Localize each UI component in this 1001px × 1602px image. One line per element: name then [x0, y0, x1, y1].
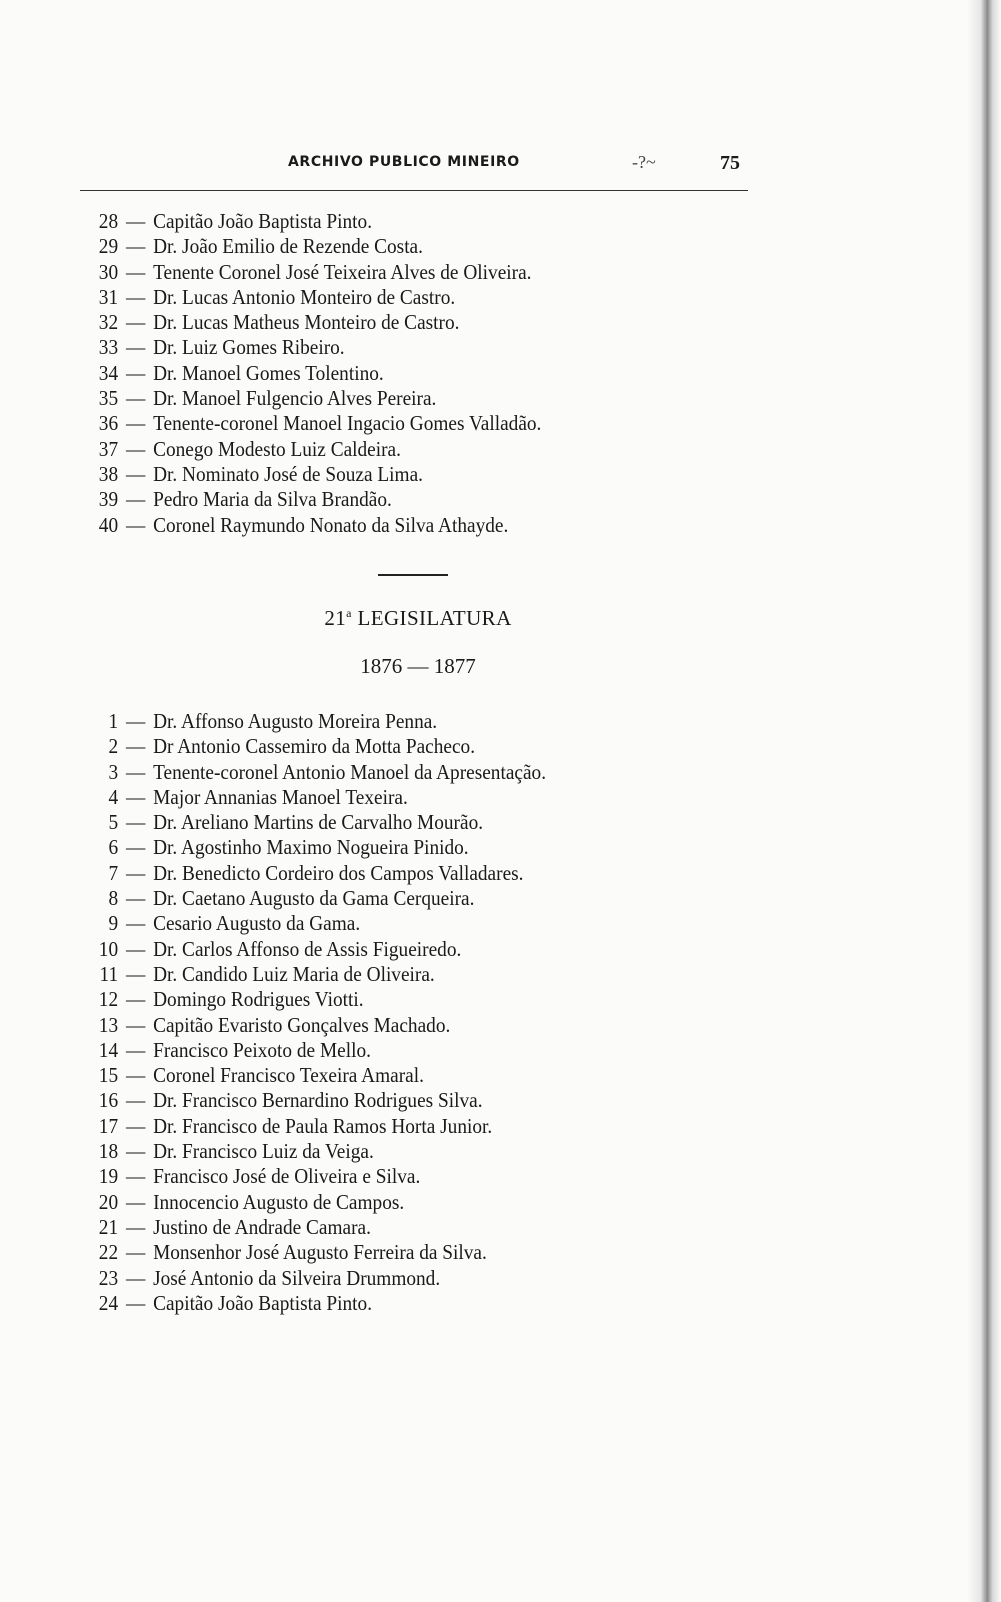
item-dash: —: [125, 436, 146, 461]
item-number: 36: [98, 411, 119, 436]
list-item: [85, 209, 541, 234]
item-number: 40: [98, 512, 119, 537]
item-name: Domingo Rodrigues Viotti.: [153, 987, 364, 1012]
item-dash: —: [125, 810, 146, 835]
item-dash: —: [125, 1240, 146, 1265]
list-item: [85, 987, 546, 1012]
item-name: Coronel Raymundo Nonato da Silva Athayde.: [153, 512, 509, 537]
section-title: [250, 606, 586, 631]
item-name: Dr. João Emilio de Rezende Costa.: [153, 234, 423, 259]
item-dash: —: [125, 411, 146, 436]
item-number: 14: [98, 1037, 119, 1062]
item-number: 8: [108, 886, 119, 911]
item-number: 18: [98, 1139, 119, 1164]
list-item: [85, 937, 546, 962]
item-dash: —: [125, 1214, 146, 1239]
item-dash: —: [125, 1037, 146, 1062]
item-number: 30: [98, 259, 119, 284]
item-dash: —: [125, 512, 146, 537]
item-number: 23: [98, 1265, 119, 1290]
item-name: José Antonio da Silveira Drummond.: [153, 1265, 441, 1290]
item-name: Major Annanias Manoel Texeira.: [153, 784, 408, 809]
item-number: 13: [98, 1012, 119, 1037]
page-number: 75: [720, 152, 740, 174]
list-item: [85, 310, 541, 335]
item-name: Dr. Agostinho Maximo Nogueira Pinido.: [153, 835, 469, 860]
item-name: Dr Antonio Cassemiro da Motta Pacheco.: [153, 734, 476, 759]
item-number: 37: [98, 436, 119, 461]
item-dash: —: [125, 835, 146, 860]
item-dash: —: [125, 987, 146, 1012]
item-number: 17: [98, 1113, 119, 1138]
item-name: Tenente-coronel Manoel Ingacio Gomes Valladão.: [153, 411, 542, 436]
item-number: 31: [98, 284, 119, 309]
item-dash: —: [125, 360, 146, 385]
item-number: 6: [108, 835, 119, 860]
list-item: [85, 462, 541, 487]
previous-member-list: [85, 209, 581, 538]
item-dash: —: [125, 1164, 146, 1189]
item-number: 7: [108, 860, 119, 885]
list-item: [85, 234, 541, 259]
item-name: Dr. Francisco de Paula Ramos Horta Junior.: [153, 1113, 493, 1138]
list-item: [85, 835, 546, 860]
item-number: 1: [108, 709, 119, 733]
item-dash: —: [125, 911, 146, 936]
item-number: 35: [98, 386, 119, 411]
item-name: Dr. Caetano Augusto da Gama Cerqueira.: [153, 886, 475, 911]
list-item: [85, 760, 546, 785]
item-name: Dr. Francisco Luiz da Veiga.: [153, 1139, 374, 1164]
item-number: 16: [98, 1088, 119, 1113]
item-dash: —: [125, 1113, 146, 1138]
item-dash: —: [125, 759, 146, 784]
list-item: [85, 1240, 546, 1265]
item-name: Dr. Areliano Martins de Carvalho Mourão.: [153, 810, 484, 835]
item-name: Dr. Manoel Gomes Tolentino.: [153, 360, 384, 385]
list-item: [85, 861, 546, 886]
list-item: [85, 1139, 546, 1164]
item-dash: —: [125, 784, 146, 809]
item-number: 11: [99, 961, 119, 986]
item-dash: —: [125, 936, 146, 961]
list-item: [85, 1164, 546, 1189]
list-item: [85, 911, 546, 936]
item-name: Dr. Affonso Augusto Moreira Penna.: [153, 709, 438, 733]
item-name: Capitão João Baptista Pinto.: [153, 209, 373, 233]
item-dash: —: [125, 259, 146, 284]
list-item: [85, 437, 541, 462]
item-number: 2: [108, 734, 119, 759]
item-name: Cesario Augusto da Gama.: [153, 911, 361, 936]
item-dash: —: [125, 886, 146, 911]
item-number: 20: [98, 1189, 119, 1214]
item-number: 34: [98, 360, 119, 385]
item-name: Conego Modesto Luiz Caldeira.: [153, 436, 401, 461]
item-number: 24: [98, 1290, 119, 1315]
item-number: 29: [98, 234, 119, 259]
item-dash: —: [125, 310, 146, 335]
item-name: Dr. Candido Luiz Maria de Oliveira.: [153, 961, 435, 986]
item-number: 12: [98, 987, 119, 1012]
item-number: 22: [98, 1240, 119, 1265]
item-name: Capitão João Baptista Pinto.: [153, 1290, 373, 1315]
item-number: 21: [98, 1214, 119, 1239]
item-name: Dr. Luiz Gomes Ribeiro.: [153, 335, 345, 360]
list-item: [85, 411, 541, 436]
item-name: Dr. Carlos Affonso de Assis Figueiredo.: [153, 936, 462, 961]
item-dash: —: [125, 487, 146, 512]
list-item: [85, 962, 546, 987]
list-item: [85, 1088, 546, 1113]
item-name: Dr. Lucas Matheus Monteiro de Castro.: [153, 310, 460, 335]
item-dash: —: [125, 335, 146, 360]
item-number: 10: [98, 936, 119, 961]
section-years: 1876 — 1877: [360, 654, 476, 678]
item-dash: —: [125, 209, 146, 233]
list-item: [85, 886, 546, 911]
item-name: Capitão Evaristo Gonçalves Machado.: [153, 1012, 451, 1037]
item-name: Monsenhor José Augusto Ferreira da Silva.: [153, 1240, 487, 1265]
list-item: [85, 1291, 546, 1316]
member-list: [85, 709, 586, 1316]
list-item: [85, 1063, 546, 1088]
list-item: [85, 386, 541, 411]
item-dash: —: [125, 1012, 146, 1037]
item-number: 32: [98, 310, 119, 335]
item-number: 33: [98, 335, 119, 360]
list-item: [85, 1266, 546, 1291]
list-item: [85, 734, 546, 759]
item-dash: —: [125, 1063, 146, 1088]
section-ordinal: 21: [324, 606, 347, 630]
item-name: Dr. Francisco Bernardino Rodrigues Silva.: [153, 1088, 483, 1113]
item-name: Tenente Coronel José Teixeira Alves de Oliveira.: [153, 259, 532, 284]
item-dash: —: [125, 961, 146, 986]
list-item: [85, 487, 541, 512]
section-separator: [378, 574, 448, 576]
item-dash: —: [125, 461, 146, 486]
item-dash: —: [125, 284, 146, 309]
item-dash: —: [125, 234, 146, 259]
item-name: Dr. Nominato José de Souza Lima.: [153, 461, 423, 486]
list-item: [85, 1114, 546, 1139]
item-number: 28: [98, 209, 119, 233]
list-item: [85, 1038, 546, 1063]
item-number: 4: [108, 784, 119, 809]
item-number: 3: [108, 759, 119, 784]
page-mark: -?~: [632, 152, 656, 172]
list-item: [85, 1215, 546, 1240]
list-item: [85, 810, 546, 835]
item-dash: —: [125, 734, 146, 759]
section-title-text: LEGISILATURA: [357, 606, 512, 630]
item-dash: —: [125, 1189, 146, 1214]
item-name: Justino de Andrade Camara.: [153, 1214, 371, 1239]
item-dash: —: [125, 1088, 146, 1113]
item-name: Dr. Benedicto Cordeiro dos Campos Valladares.: [153, 860, 524, 885]
list-item: [85, 1190, 546, 1215]
item-name: Dr. Lucas Antonio Monteiro de Castro.: [153, 284, 456, 309]
item-name: Tenente-coronel Antonio Manoel da Apresentação.: [153, 759, 547, 784]
item-name: Pedro Maria da Silva Brandão.: [153, 487, 392, 512]
list-item: [85, 709, 546, 734]
list-item: [85, 785, 546, 810]
item-dash: —: [125, 1290, 146, 1315]
item-dash: —: [125, 386, 146, 411]
item-dash: —: [125, 1139, 146, 1164]
running-head: ARCHIVO PUBLICO MINEIRO: [288, 154, 520, 170]
item-number: 39: [98, 487, 119, 512]
item-dash: —: [125, 1265, 146, 1290]
list-item: [85, 285, 541, 310]
item-number: 5: [108, 810, 119, 835]
page-header: [80, 150, 748, 191]
list-item: [85, 513, 541, 538]
item-number: 9: [108, 911, 119, 936]
item-name: Coronel Francisco Texeira Amaral.: [153, 1063, 424, 1088]
item-name: Francisco Peixoto de Mello.: [153, 1037, 371, 1062]
list-item: [85, 335, 541, 360]
section-ordinal-suffix: a: [346, 606, 352, 620]
item-dash: —: [125, 709, 146, 733]
item-name: Dr. Manoel Fulgencio Alves Pereira.: [153, 386, 437, 411]
list-item: [85, 361, 541, 386]
list-item: [85, 260, 541, 285]
item-name: Innocencio Augusto de Campos.: [153, 1189, 405, 1214]
page-edge: [967, 0, 1001, 1602]
item-name: Francisco José de Oliveira e Silva.: [153, 1164, 421, 1189]
item-number: 15: [98, 1063, 119, 1088]
item-number: 38: [98, 461, 119, 486]
item-number: 19: [98, 1164, 119, 1189]
item-dash: —: [125, 860, 146, 885]
list-item: [85, 1013, 546, 1038]
